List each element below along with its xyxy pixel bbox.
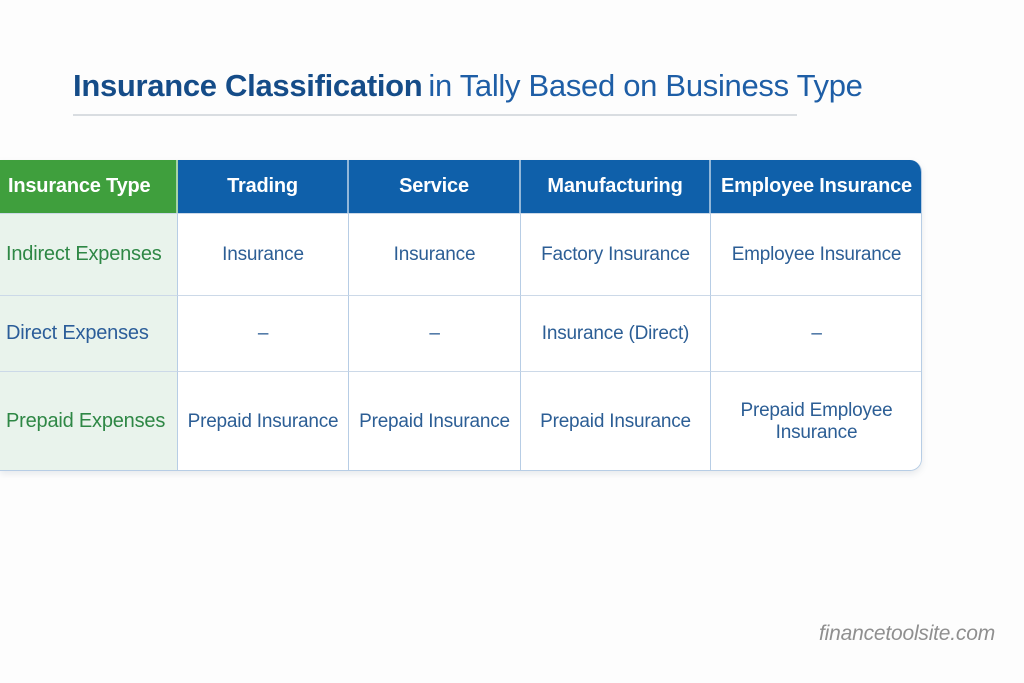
- watermark-url: financetoolsite.com: [819, 622, 995, 645]
- insurance-classification-table: [0, 160, 922, 471]
- table-cell: –: [711, 295, 922, 371]
- title-divider: [73, 114, 797, 116]
- page-title-emphasis: Insurance Classification: [73, 68, 423, 103]
- table-cell: Insurance (Direct): [521, 295, 711, 371]
- table-cell: Insurance: [178, 213, 349, 295]
- table-cell: Employee Insurance: [711, 213, 922, 295]
- table-cell: –: [178, 295, 349, 371]
- page-title: [73, 64, 863, 108]
- row-header-indirect-expenses: Indirect Expenses: [0, 213, 178, 295]
- table-cell: –: [349, 295, 521, 371]
- page-title-rest: in Tally Based on Business Type: [428, 68, 863, 103]
- table-cell: Prepaid Insurance: [521, 371, 711, 471]
- column-header-employee-insurance: Employee Insurance: [711, 160, 922, 213]
- column-header-manufacturing: Manufacturing: [521, 160, 711, 213]
- table-cell: Insurance: [349, 213, 521, 295]
- column-header-service: Service: [349, 160, 521, 213]
- row-header-direct-expenses: Direct Expenses: [0, 295, 178, 371]
- table-cell: Prepaid Insurance: [178, 371, 349, 471]
- table-cell: Prepaid Employee Insurance: [711, 371, 922, 471]
- page-header: [73, 64, 863, 116]
- table-cell: Prepaid Insurance: [349, 371, 521, 471]
- column-header-trading: Trading: [178, 160, 349, 213]
- table-cell: Factory Insurance: [521, 213, 711, 295]
- row-header-prepaid-expenses: Prepaid Expenses: [0, 371, 178, 471]
- column-header-insurance-type: Insurance Type: [0, 160, 178, 213]
